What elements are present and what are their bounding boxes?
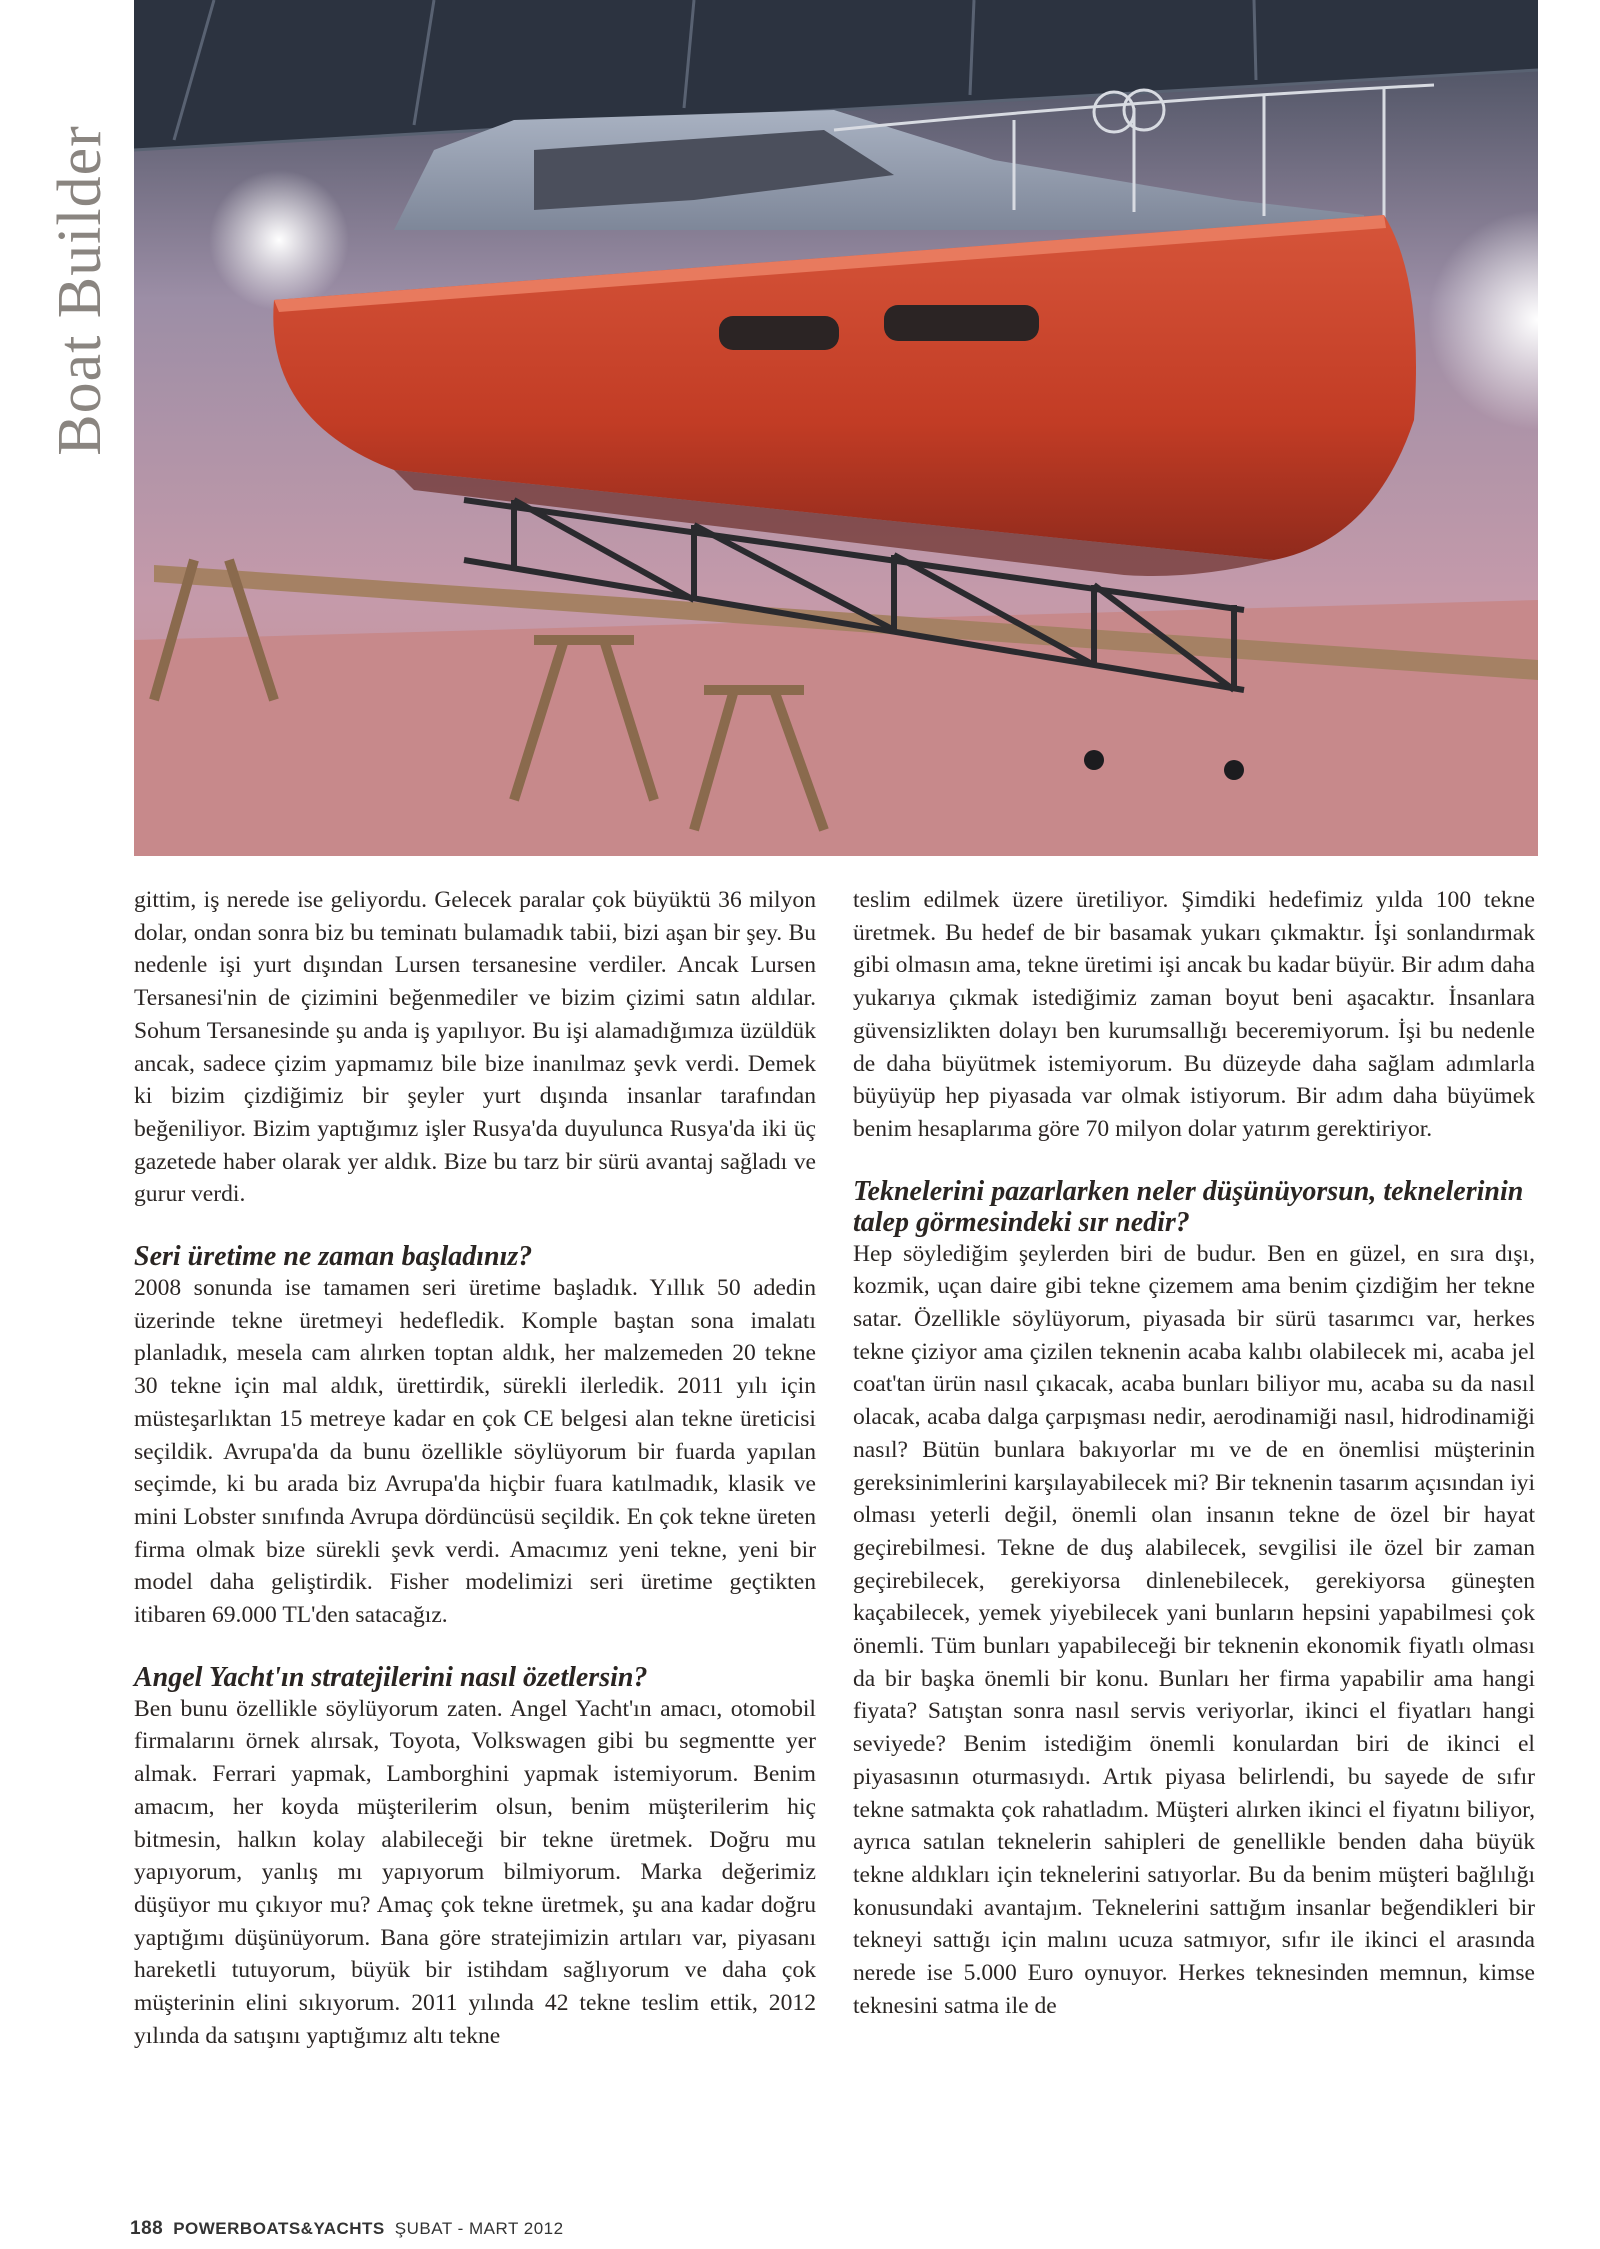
right-column xyxy=(853,884,1535,2023)
question-heading-1: Seri üretime ne zaman başladınız? xyxy=(134,1241,533,1273)
question-heading-2: Angel Yacht'ın stratejilerini nasıl özetlersin? xyxy=(134,1661,648,1693)
left-paragraph-2: 2008 sonunda ise tamamen seri üretime başladık. Yıllık 50 adedin üzerinde tekne üretmeyi hedefledik. Komple baştan sona imalatı planladık, mesela cam alırken toptan aldık, her malzemeden 20 tekne 30 tekne için mal aldık, ürettirdik, sürekli ilerledik. 2011 yılı için müsteşarlıktan 15 metreye kadar en çok CE belgesi alan tekne üreticisi seçildik. Avrupa'da da bunu özellikle söylüyorum bir fuarda yapılan seçimde, ki bu arada biz Avrupa'da hiçbir fuara katılmadık, klasik ve mini Lobster sınıfında Avrupa dördüncüsü seçildik. En çok tekne üreten firma olmak bize sürekli şevk verdi. Amacımız yeni tekne, yeni bir model daha geliştirdik. Fisher modelimizi seri üretime geçtikten itibaren 69.000 TL'den satacağız. xyxy=(134,1275,816,1629)
right-paragraph-2: Hep söylediğim şeylerden biri de budur. Ben en güzel, en sıra dışı, kozmik, uçan daire gibi tekne çizemem ama benim çizdiğim her tekne satar. Özellikle söylüyorum, piyasada bir sürü tasarımcı var, herkes tekne çiziyor ama çizilen teknenin acaba kalıbı olabilecek mi, acaba jel coat'tan ürün nasıl çıkacak, acaba bunları biliyor mu, acaba su da nasıl olacak, acaba dalga çarpışması nedir, aerodinamiği nasıl, hidrodinamiği nasıl? Bütün bunlara bakıyorlar mı ve de en önemlisi müşterinin gereksinimlerini karşılayabilecek mi? Bir teknenin tasarım açısından iyi olması yeterli değil, önemli olan insanın tekne de özel bir hayat geçirebilmesi. Tekne de duş alabilecek, sevgilisi ile özel bir zaman geçirebilecek, gerekiyorsa dinlenebilecek, gerekiyorsa güneşten kaçabilecek, yemek yiyebilecek yani bunların hepsini yapabilmesi çok önemli. Tüm bunları yapabileceği bir teknenin ekonomik fiyatlı olması da bir başka önemli bir konu. Bunları her firma yapabilir ama hangi fiyata? Satıştan sonra nasıl servis veriyorlar, ikinci el fiyatları hangi seviyede? Benim istediğim önemli konulardan biri de ikinci el piyasasının oturmasıydı. Artık piyasa belirlendi, bu sayede de sıfır tekne satmakta çok rahatladım. Müşteri alırken ikinci el fiyatını biliyor, ayrıca satılan teknelerin sahipleri de genellikle benden daha büyük tekne aldıkları için teknelerini satıyorlar. Bu da benim müşteri bağlılığı konusundaki avantajım. Teknelerini sattığım insanlar beğendikleri bir tekneyi sattığı için malını ucuza satmıyor, sıfır ile ikinci el arasında nerede ise 5.000 Euro oynuyor. Herkes teknesinden memnun, kimse teknesini satma ile de xyxy=(853,1240,1535,2019)
section-label xyxy=(40,110,120,470)
left-paragraph-3: Ben bunu özellikle söylüyorum zaten. Angel Yacht'ın amacı, otomobil firmalarını örnek alırsak, Toyota, Volkswagen gibi bu segmentte yer almak. Ferrari yapmak, Lamborghini yapmak istemiyorum. Benim amacım, her koyda müşterilerim olsun, benim müşterilerim hiç bitmesin, halkın kolay alabileceği bir tekne üretmek. Doğru mu yapıyorum, yanlış mı yapıyorum bilmiyorum. Marka değerimiz düşüyor mu çıkıyor mu? Amaç çok tekne üretmek, şu ana kadar doğru yaptığımı düşünüyorum. Bana göre stratejimizin artıları var, piyasanı hareketli tutuyorum, büyük bir istihdam sağlıyorum ve daha çok müşterinin elini sıkıyorum. 2011 yılında 42 tekne teslim ettik, 2012 yılında da satışını yaptığımız altı tekne xyxy=(134,1695,816,2049)
publication-name: POWERBOATS&YACHTS xyxy=(173,2219,385,2238)
page-footer xyxy=(130,2218,564,2240)
question-heading-3: Teknelerini pazarlarken neler düşünüyorsun, teknelerinin talep görmesindeki sır nedir? xyxy=(853,1175,1524,1238)
section-label-text: Boat Builder xyxy=(45,124,114,456)
issue-date: ŞUBAT - MART 2012 xyxy=(394,2219,564,2238)
left-column xyxy=(134,884,816,2053)
left-paragraph-1: gittim, iş nerede ise geliyordu. Gelecek paralar çok büyüktü 36 milyon dolar, ondan sonra biz bu teminatı bulamadık tabii, bizi aşan bir şey. Bu nedenle işi yurt dışından Lursen tersanesine verdiler. Ancak Lursen Tersanesi'nin de çizimini beğenmediler ve bizim çizimi satın aldılar. Sohum Tersanesinde şu anda iş yapılıyor. Bu işi alamadığımıza üzüldük ancak, sadece çizim yapmamız bile bize inanılmaz şevk verdi. Demek ki bizim çizdiğimiz bir şeyler yurt dışında insanlar tarafından beğeniliyor. Bizim yaptığımız işler Rusya'da duyulunca Rusya'da iki üç gazetede haber olarak yer aldık. Bize bu tarz bir sürü avantaj sağladı ve gurur verdi. xyxy=(134,887,816,1208)
right-paragraph-1: teslim edilmek üzere üretiliyor. Şimdiki hedefimiz yılda 100 tekne üretmek. Bu hedef de bir basamak yukarı çıkmaktır. İşi sonlandırmak gibi olmasın ama, tekne üretimi işi ancak bu kadar büyür. Bir adım daha yukarıya çıkmak istediğimiz zaman boyut beni aşacaktır. İnsanlara güvensizlikten dolayı ben kurumsallığı beceremiyorum. İşi bu nedenle de daha büyütmek istemiyorum. Bu düzeyde daha sağlam adımlarla büyüyüp hep piyasada var olmak istiyorum. Bir adım daha büyümek benim hesaplarıma göre 70 milyon dolar yatırım gerektiriyor. xyxy=(853,887,1535,1142)
page-number: 188 xyxy=(130,2218,164,2239)
boat-photo xyxy=(134,0,1538,856)
